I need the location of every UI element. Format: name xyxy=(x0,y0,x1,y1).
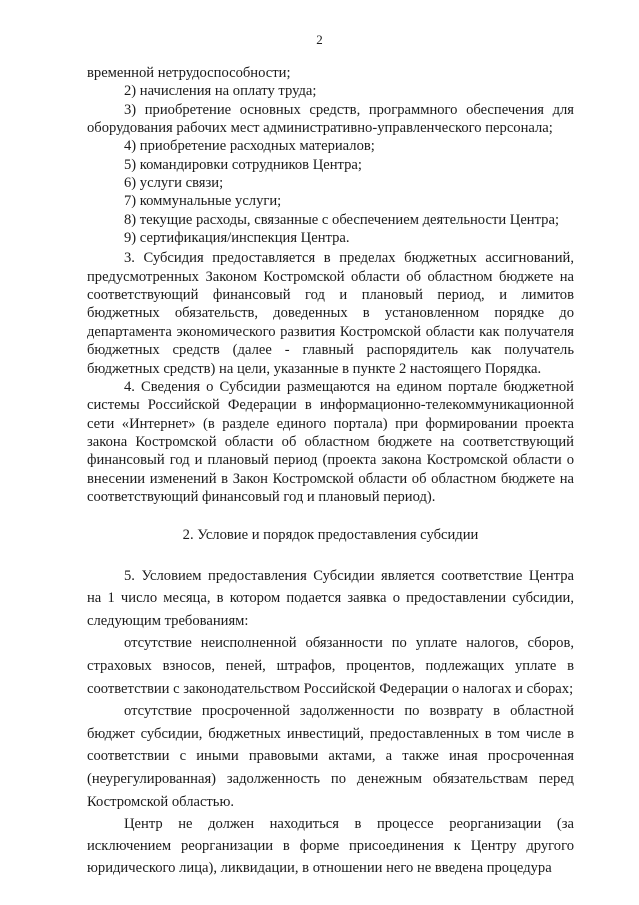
list-item-5: 5) командировки сотрудников Центра; xyxy=(124,156,362,173)
paragraph-3: 3. Субсидия предоставляется в пределах бюджетных ассигнований, предусмотренных Законом Костромской области об областном бюджете на соответствующий финансовый год и плановый период, и лимитов бюджетных обязательств, доведенных в установленном порядке до департамента экономического развития Костромской области как получателя бюджетных средств (далее - главный распорядитель как получатель бюджетных средств) на цели, указанные в пункте 2 настоящего Порядка. xyxy=(87,250,574,377)
page-number: 2 xyxy=(316,32,323,47)
document-body xyxy=(87,64,574,879)
requirement-reorganization: Центр не должен находиться в процессе реорганизации (за исключением реорганизации в форме присоединения к Центру другого юридического лица), ликвидации, в отношении него не введена процедура xyxy=(87,816,574,877)
section-heading: 2. Условие и порядок предоставления субсидии xyxy=(182,527,479,544)
paragraph-5: 5. Условием предоставления Субсидии является соответствие Центра на 1 число месяца, в котором подается заявка о предоставлении субсидии, следующим требованиям: xyxy=(87,567,574,629)
list-item-7: 7) коммунальные услуги; xyxy=(124,193,282,210)
paragraph-4: 4. Сведения о Субсидии размещаются на едином портале бюджетной системы Российской Федерации в информационно-телекоммуникационной сети «Интернет» (в разделе единого портала) при формировании проекта закона Костромской области об областном бюджете на соответствующий финансовый год и плановый период (проекта закона Костромской области о внесении изменений в Закон Костромской области об областном бюджете на соответствующий финансовый год и плановый период). xyxy=(87,378,574,505)
continued-line: временной нетрудоспособности; xyxy=(87,65,291,81)
requirement-taxes: отсутствие неисполненной обязанности по уплате налогов, сборов, страховых взносов, пеней, штрафов, процентов, подлежащих уплате в соответствии с законодательством Российской Федерации о налогах и сборах; xyxy=(87,635,574,697)
list-item-8: 8) текущие расходы, связанные с обеспечением деятельности Центра; xyxy=(124,211,559,228)
requirement-debt: отсутствие просроченной задолженности по возврату в областной бюджет субсидии, бюджетных инвестиций, предоставленных в том числе в соответствии с иными правовыми актами, а также иная просроченная (неурегулированная) задолженность по денежным обязательствам перед Костромской областью. xyxy=(87,703,574,810)
list-item-6: 6) услуги связи; xyxy=(124,175,224,192)
list-item-4: 4) приобретение расходных материалов; xyxy=(124,138,375,155)
list-item-2: 2) начисления на оплату труда; xyxy=(124,83,317,100)
list-item-9: 9) сертификация/инспекция Центра. xyxy=(124,230,350,247)
list-item-3: 3) приобретение основных средств, программного обеспечения для оборудования рабочих мест административно-управленческого персонала; xyxy=(87,101,574,137)
